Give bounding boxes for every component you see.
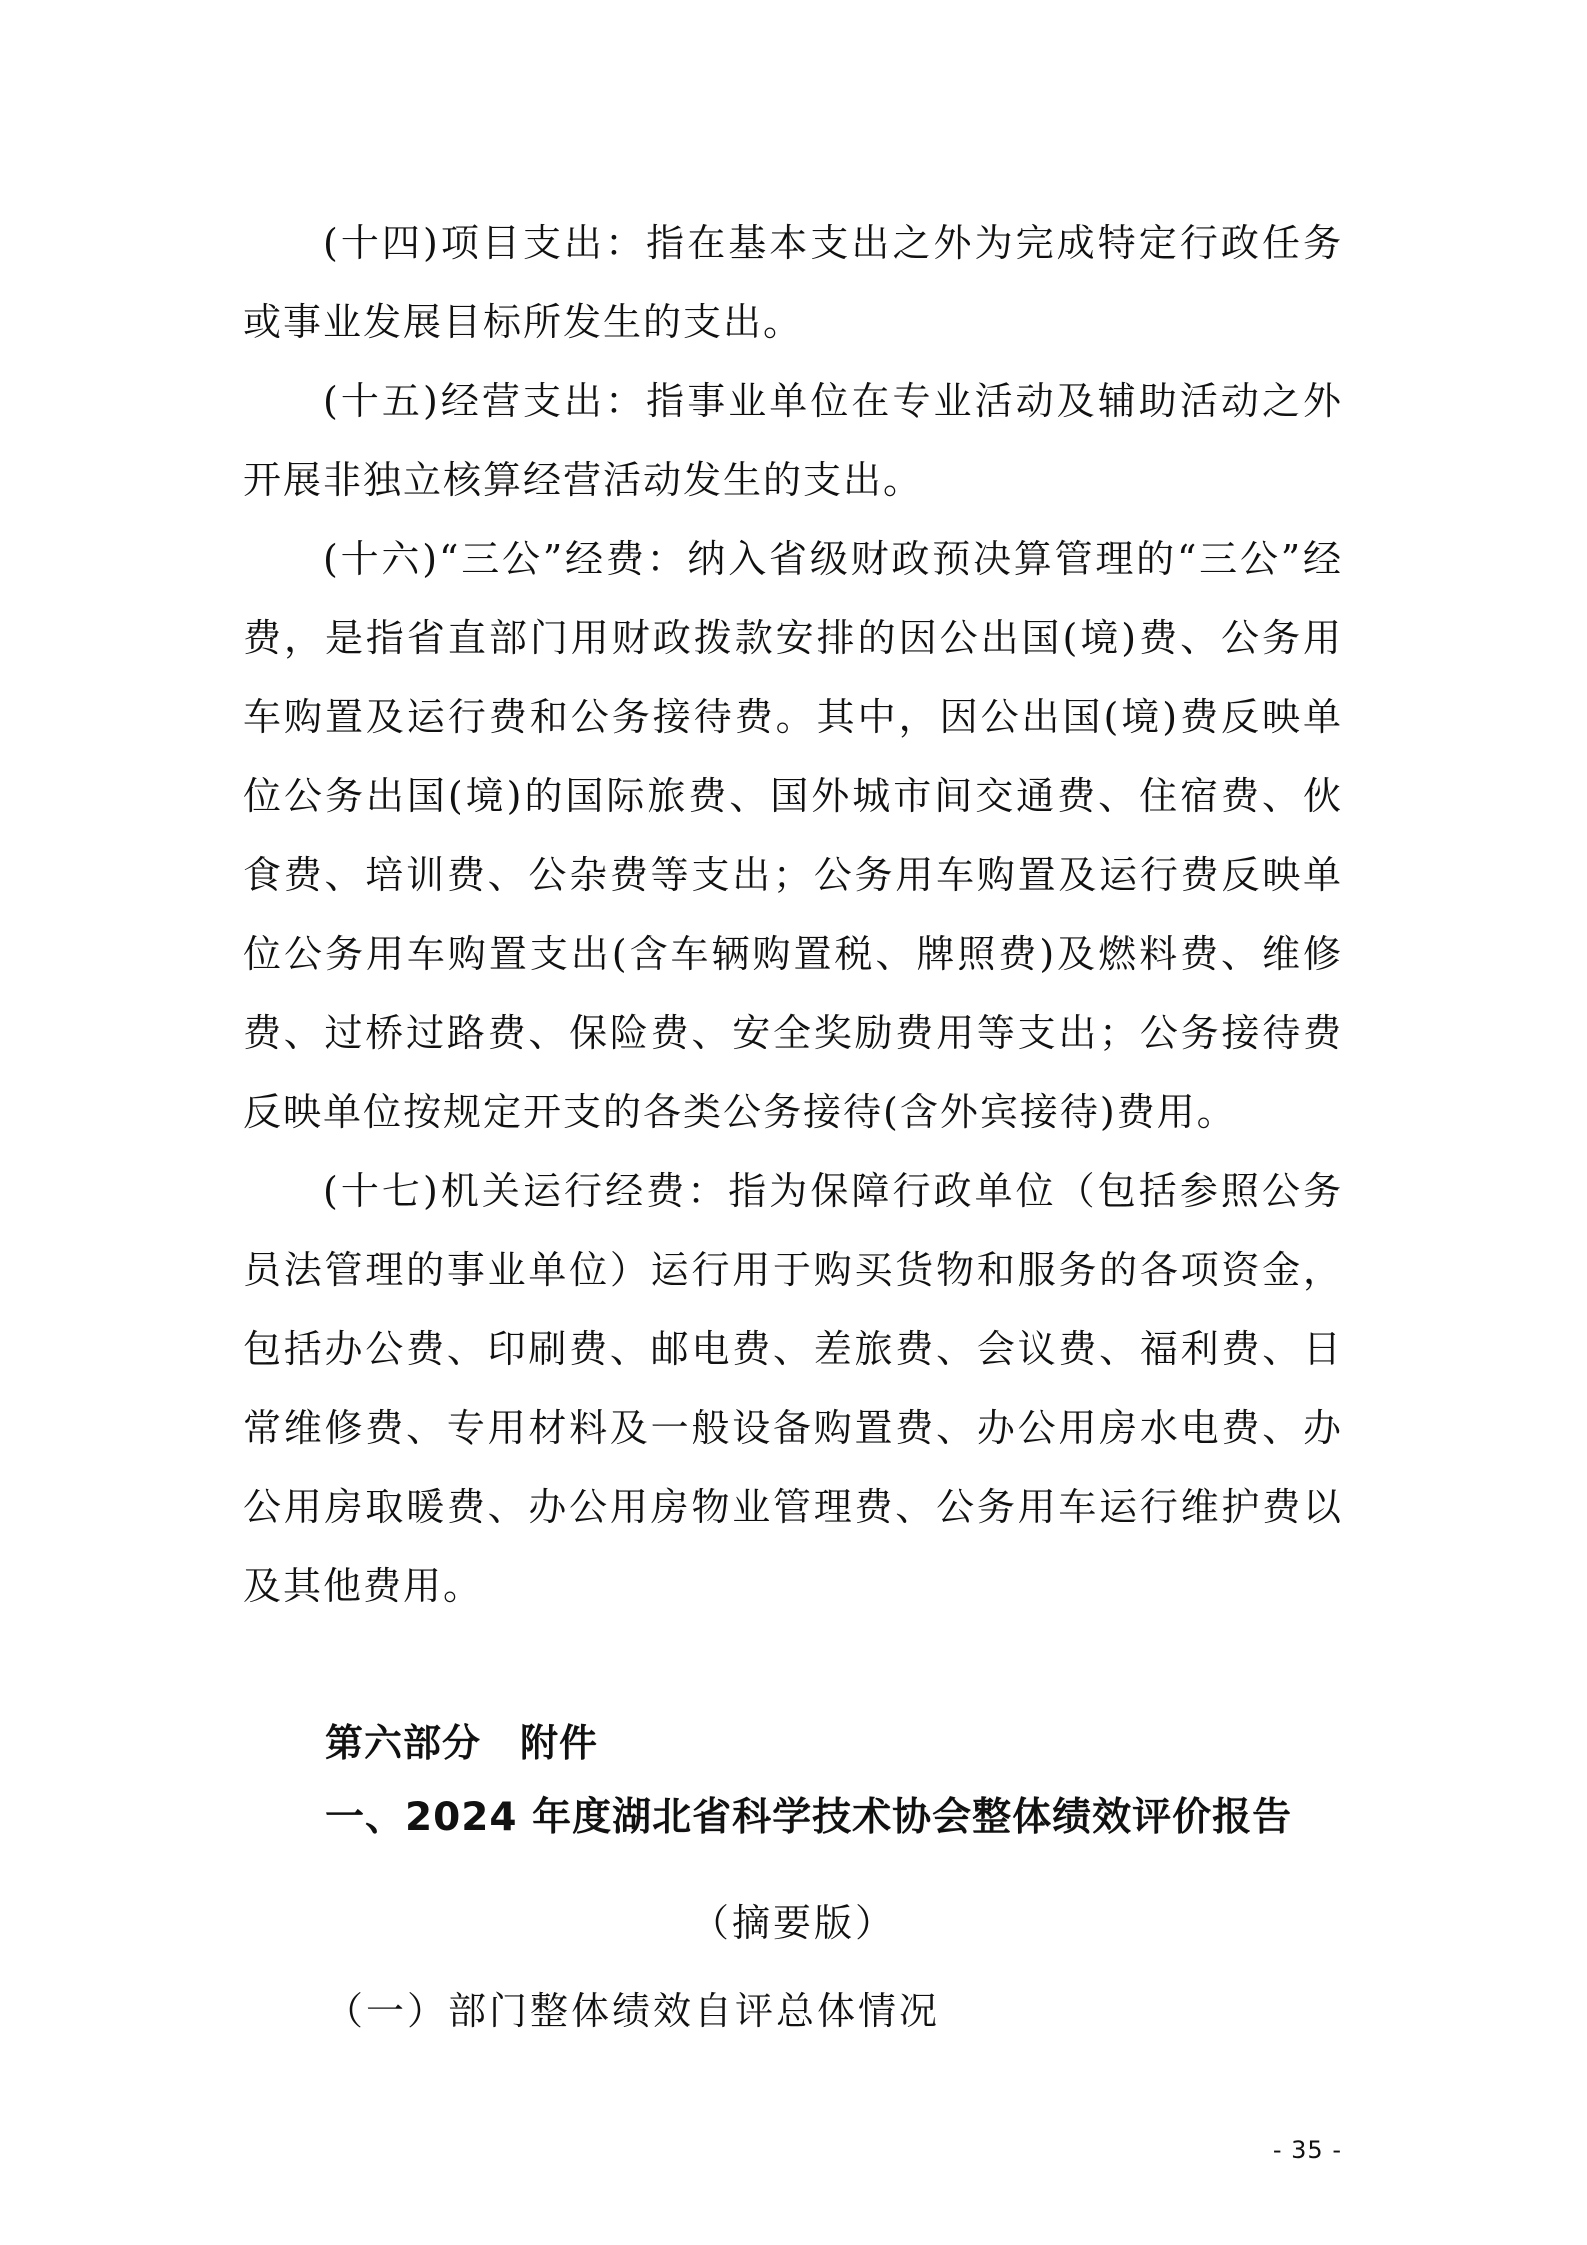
- paragraph-three-public-expenses: (十六)“三公”经费：纳入省级财政预决算管理的“三公”经费，是指省直部门用财政拨款安排的因公出国(境)费、公务用车购置及运行费和公务接待费。其中，因公出国(境)费反映单位公务出国(境)的国际旅费、国外城市间交通费、住宿费、伙食费、培训费、公杂费等支出；公务用车购置及运行费反映单位公务用车购置支出(含车辆购置税、牌照费)及燃料费、维修费、过桥过路费、保险费、安全奖励费用等支出；公务接待费反映单位按规定开支的各类公务接待(含外宾接待)费用。: [243, 537, 1343, 1134]
- body-text: [243, 204, 1343, 1626]
- paragraph-operating-expenditure: (十五)经营支出：指事业单位在专业活动及辅助活动之外开展非独立核算经营活动发生的支出。: [243, 379, 1343, 502]
- report-title: 一、2024 年度湖北省科学技术协会整体绩效评价报告: [325, 1795, 1293, 1840]
- paragraph-project-expenditure: (十四)项目支出：指在基本支出之外为完成特定行政任务或事业发展目标所发生的支出。: [243, 221, 1343, 344]
- paragraph-agency-operating-funds: (十七)机关运行经费：指为保障行政单位（包括参照公务员法管理的事业单位）运行用于购买货物和服务的各项资金，包括办公费、印刷费、邮电费、差旅费、会议费、福利费、日常维修费、专用材料及一般设备购置费、办公用房水电费、办公用房取暖费、办公用房物业管理费、公务用车运行维护费以及其他费用。: [243, 1169, 1343, 1608]
- page-number: - 35 -: [1272, 2136, 1342, 2164]
- subheading: （一）部门整体绩效自评总体情况: [325, 1989, 941, 2033]
- part-title: 第六部分 附件: [325, 1721, 599, 1765]
- abstract-label: （摘要版）: [690, 1901, 896, 1945]
